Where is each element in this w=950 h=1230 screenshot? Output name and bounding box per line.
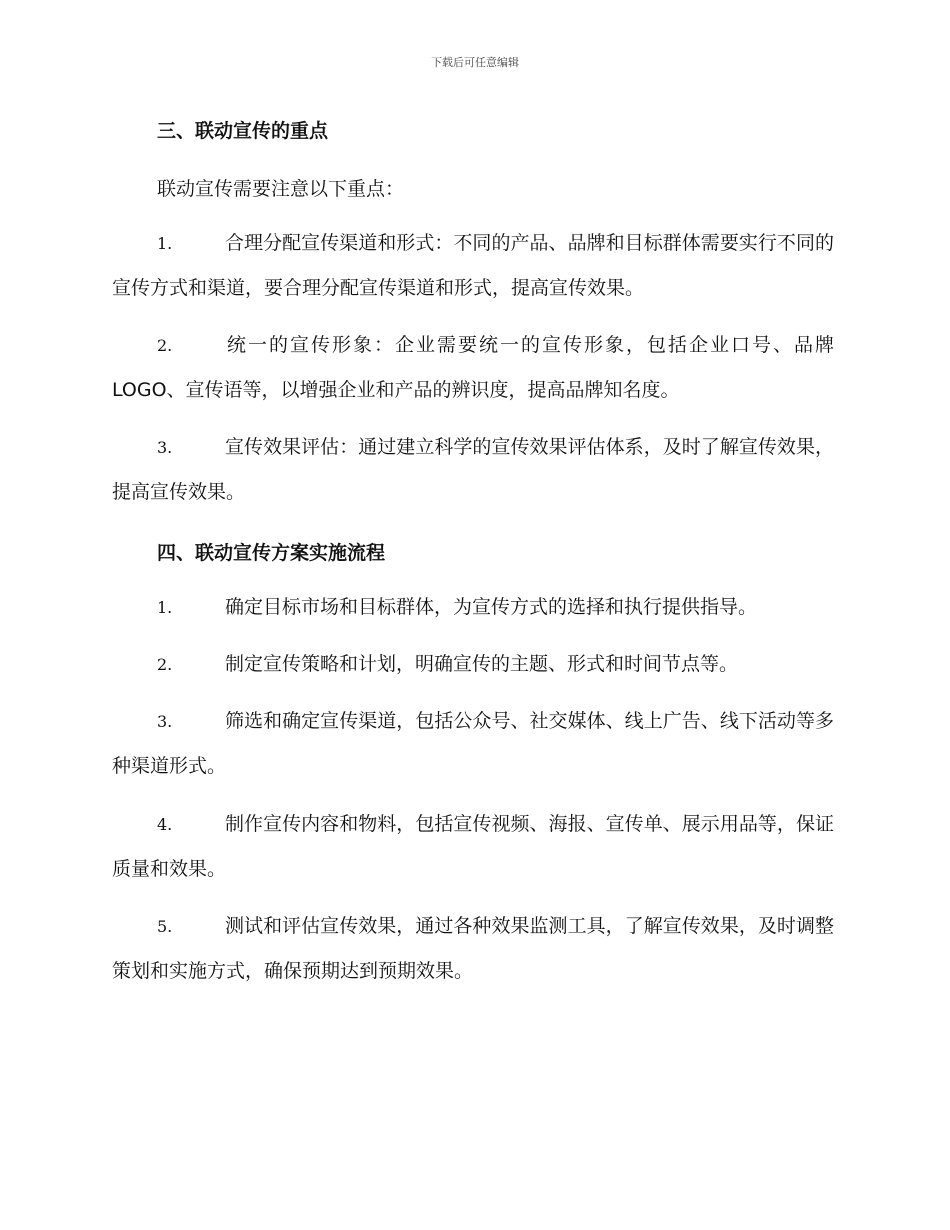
item-text: 合理分配宣传渠道和形式：不同的产品、品牌和目标群体需要实行不同的宣传方式和渠道，要合理分配宣传渠道和形式，提高宣传效果。: [112, 232, 834, 299]
item-number: 1.: [157, 598, 173, 617]
item-number: 3.: [157, 438, 173, 457]
item-number: 5.: [157, 917, 173, 936]
section-3-title: 三、联动宣传的重点: [157, 120, 329, 142]
item-text: 统一的宣传形象：企业需要统一的宣传形象，包括企业口号、品牌 LOGO、宣传语等，以增强企业和产品的辨识度，提高品牌知名度。: [112, 334, 834, 401]
item-number: 2.: [157, 336, 173, 355]
item-number: 2.: [157, 655, 173, 674]
section-4-item-4: [112, 802, 834, 892]
section-4-item-2: [112, 642, 834, 687]
section-4-item-3: [112, 699, 834, 789]
item-text: 筛选和确定宣传渠道，包括公众号、社交媒体、线上广告、线下活动等多种渠道形式。: [112, 710, 834, 777]
section-4-item-1: [112, 585, 834, 630]
page-header-note: 下载后可任意编辑: [431, 56, 519, 69]
section-3-item-2: [112, 323, 834, 413]
item-text: 制定宣传策略和计划，明确宣传的主题、形式和时间节点等。: [225, 653, 739, 675]
item-text: 测试和评估宣传效果，通过各种效果监测工具，了解宣传效果，及时调整策划和实施方式，确保预期达到预期效果。: [112, 915, 834, 982]
section-4-title: 四、联动宣传方案实施流程: [157, 542, 386, 564]
section-4-item-5: [112, 904, 834, 994]
section-3-item-1: [112, 221, 834, 311]
item-number: 3.: [157, 712, 173, 731]
item-number: 1.: [157, 234, 173, 253]
section-3-item-3: [112, 425, 834, 515]
item-text: 宣传效果评估：通过建立科学的宣传效果评估体系，及时了解宣传效果，提高宣传效果。: [112, 436, 834, 503]
item-text: 制作宣传内容和物料，包括宣传视频、海报、宣传单、展示用品等，保证质量和效果。: [112, 813, 834, 880]
item-text: 确定目标市场和目标群体，为宣传方式的选择和执行提供指导。: [225, 596, 758, 618]
item-number: 4.: [157, 815, 173, 834]
section-3-intro: 联动宣传需要注意以下重点：: [157, 178, 405, 200]
